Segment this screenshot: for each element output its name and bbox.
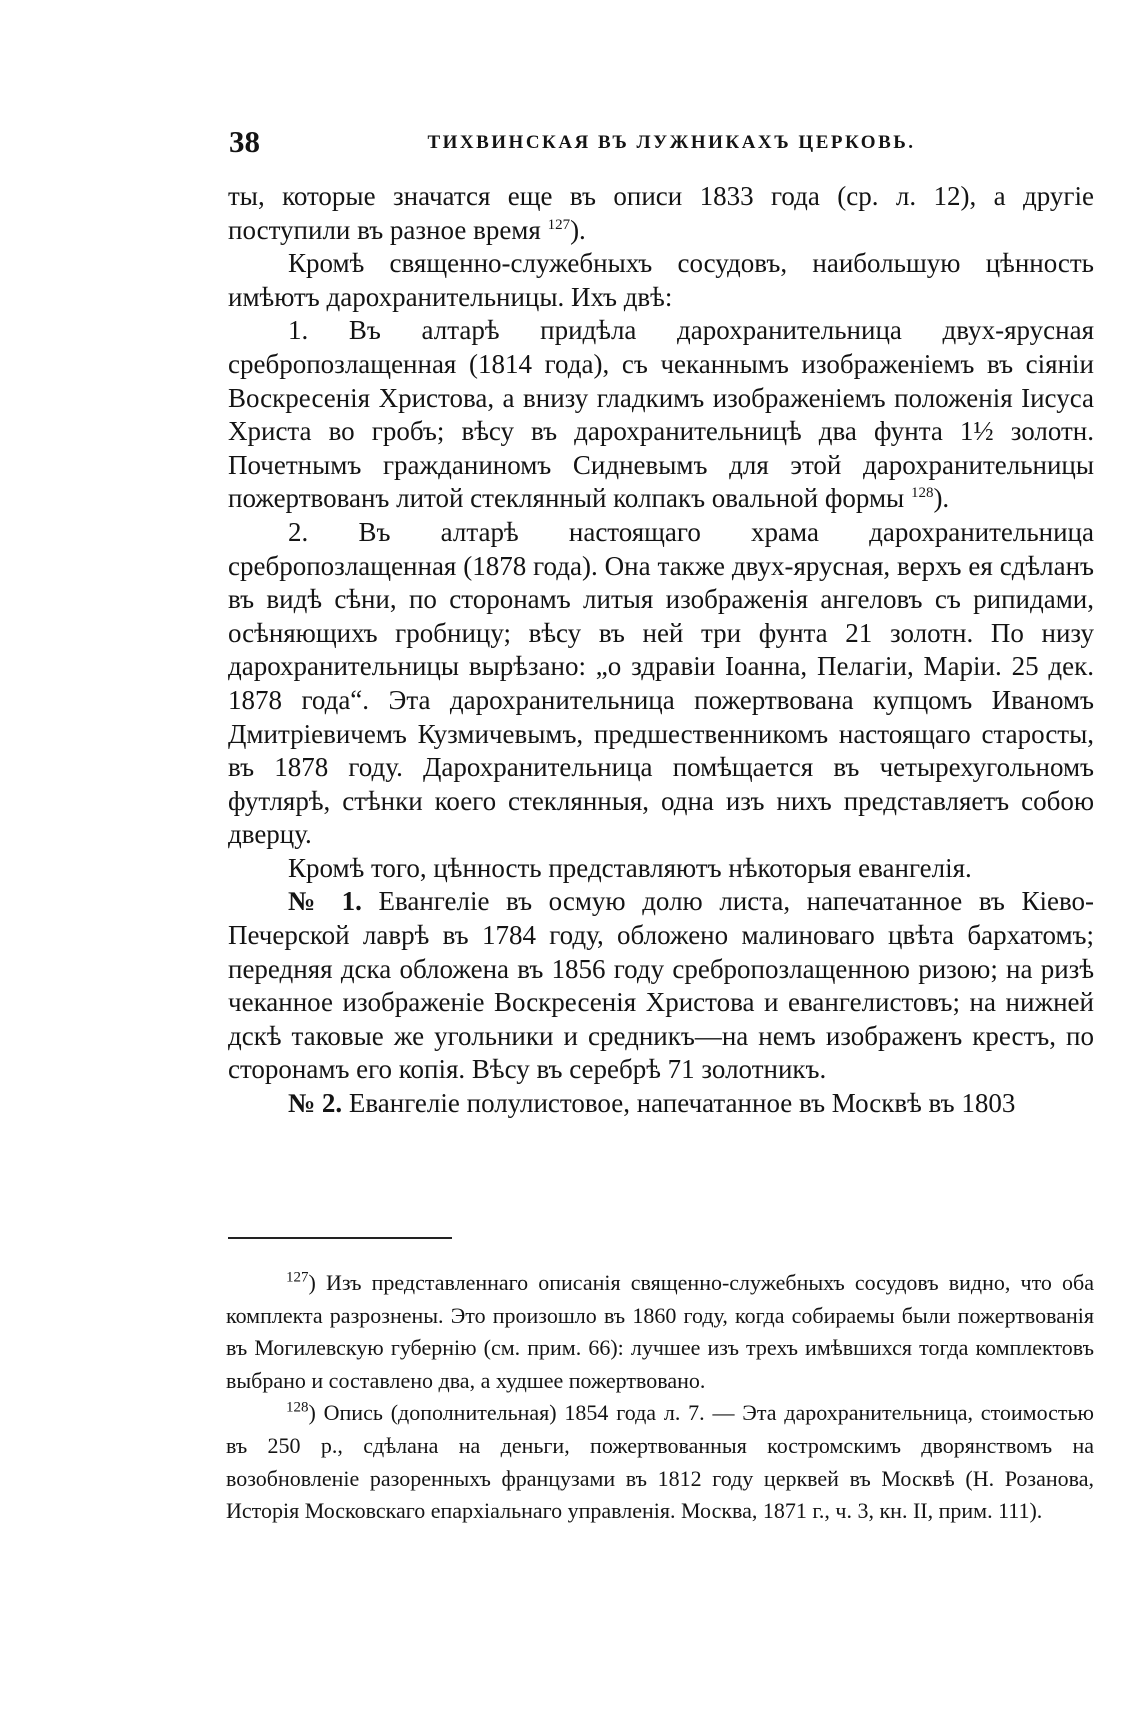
item-number: № 1. [288, 886, 362, 917]
footnote-128 [226, 1397, 1094, 1527]
paragraph-tabernacle-2: 2. Въ алтарѣ настоящаго храма дарохранительница сребропозлащенная (1878 года). Она также двух-ярусная, верхъ ея сдѣланъ въ видѣ сѣни, по сторонамъ литыя изображенія ангеловъ съ рипидами, осѣняющихъ гробницу; вѣсу въ ней три фунта 21 золотн. По низу дарохранительницы вырѣзано: „о здравіи Іоанна, Пелагіи, Маріи. 25 дек. 1878 года“. Эта дарохранительница пожертвована купцомъ Иваномъ Дмитріевичемъ Кузмичевымъ, предшественникомъ настоящаго старосты, въ 1878 году. Дарохранительница помѣщается въ четырехугольномъ футлярѣ, стѣнки коего стеклянныя, одна изъ нихъ представляетъ собою дверцу. [228, 516, 1094, 850]
paragraph-vessels: Кромѣ священно-служебныхъ сосудовъ, наибольшую цѣнность имѣютъ дарохранительницы. Ихъ двѣ: [228, 248, 1094, 312]
running-title: ТИХВИНСКАЯ ВЪ ЛУЖНИКАХЪ ЦЕРКОВЬ. [427, 132, 916, 153]
paragraph-tabernacle-1 [228, 314, 1094, 516]
footnote-divider [228, 1237, 452, 1239]
item-number: № 2. [288, 1088, 343, 1119]
paragraph-continued [228, 180, 1094, 247]
page-number: 38 [229, 124, 260, 159]
paragraph-text: Евангеліе полулистовое, напечатанное въ Москвѣ въ 1803 [348, 1088, 1016, 1119]
footnote-ref-128[interactable]: 128 [910, 485, 934, 502]
footnote-127 [226, 1267, 1094, 1397]
footnote-text: ) Опись (дополнительная) 1854 года л. 7. — Эта дарохранительница, стоимостью въ 250 р., сдѣлана на деньги, пожертвованныя костромскимъ дворянствомъ на возобновленіе разоренныхъ французами въ 1812 году церквей въ Москвѣ (Н. Розанова, Исторія Московскаго епархіальнаго управленія. Москва, 1871 г., ч. 3, кн. II, прим. 111). [226, 1400, 1094, 1524]
paragraph-gospel-2 [228, 1087, 1094, 1121]
paragraph-text: ты, которые значатся еще въ описи 1833 года (ср. л. 12), а другіе поступили въ разное время [228, 181, 1094, 245]
main-text [228, 180, 1094, 1121]
footnote-marker: 128 [286, 1400, 309, 1417]
paragraph-text-end: ). [570, 214, 586, 245]
page-header [229, 122, 1094, 162]
paragraph-gospel-1 [228, 885, 1094, 1087]
footnote-text: ) Изъ представленнаго описанія священно-служебныхъ сосудовъ видно, что оба комплекта разрознены. Это произошло въ 1860 году, когда собираемы были пожертвованія въ Могилевскую губернію (см. прим. 66): лучшее изъ трехъ имѣвшихся тогда комплектовъ выбрано и составлено два, а худшее пожертвовано. [226, 1270, 1094, 1393]
footnotes [226, 1267, 1094, 1528]
footnote-marker: 127 [286, 1269, 309, 1286]
paragraph-gospels-intro: Кромѣ того, цѣнность представляютъ нѣкоторыя евангелія. [288, 852, 972, 883]
paragraph-text: 1. Въ алтарѣ придѣла дарохранительница двух-ярусная сребропозлащенная (1814 года), съ чеканнымъ изображеніемъ въ сіяніи Воскресенія Христова, а внизу гладкимъ изображеніемъ положенія Іисуса Христа во гробъ; вѣсу въ дарохранительницѣ два фунта 1½ золотн. Почетнымъ гражданиномъ Сидневымъ для этой дарохранительницы пожертвованъ литой стеклянный колпакъ овальной формы [228, 315, 1094, 514]
paragraph-text: Евангеліе въ осмую долю листа, напечатанное въ Кіево-Печерской лаврѣ въ 1784 году, обложено малиноваго цвѣта бархатомъ; передняя дска обложена въ 1856 году сребропозлащенною ризою; на ризѣ чеканное изображеніе Воскресенія Христова и евангелистовъ; на нижней дскѣ таковые же угольники и средникъ—на немъ изображенъ крестъ, по сторонамъ его копія. Вѣсу въ серебрѣ 71 золотникъ. [228, 886, 1095, 1085]
footnote-ref-127[interactable]: 127 [547, 216, 571, 233]
paragraph-text-end: ). [933, 483, 950, 514]
